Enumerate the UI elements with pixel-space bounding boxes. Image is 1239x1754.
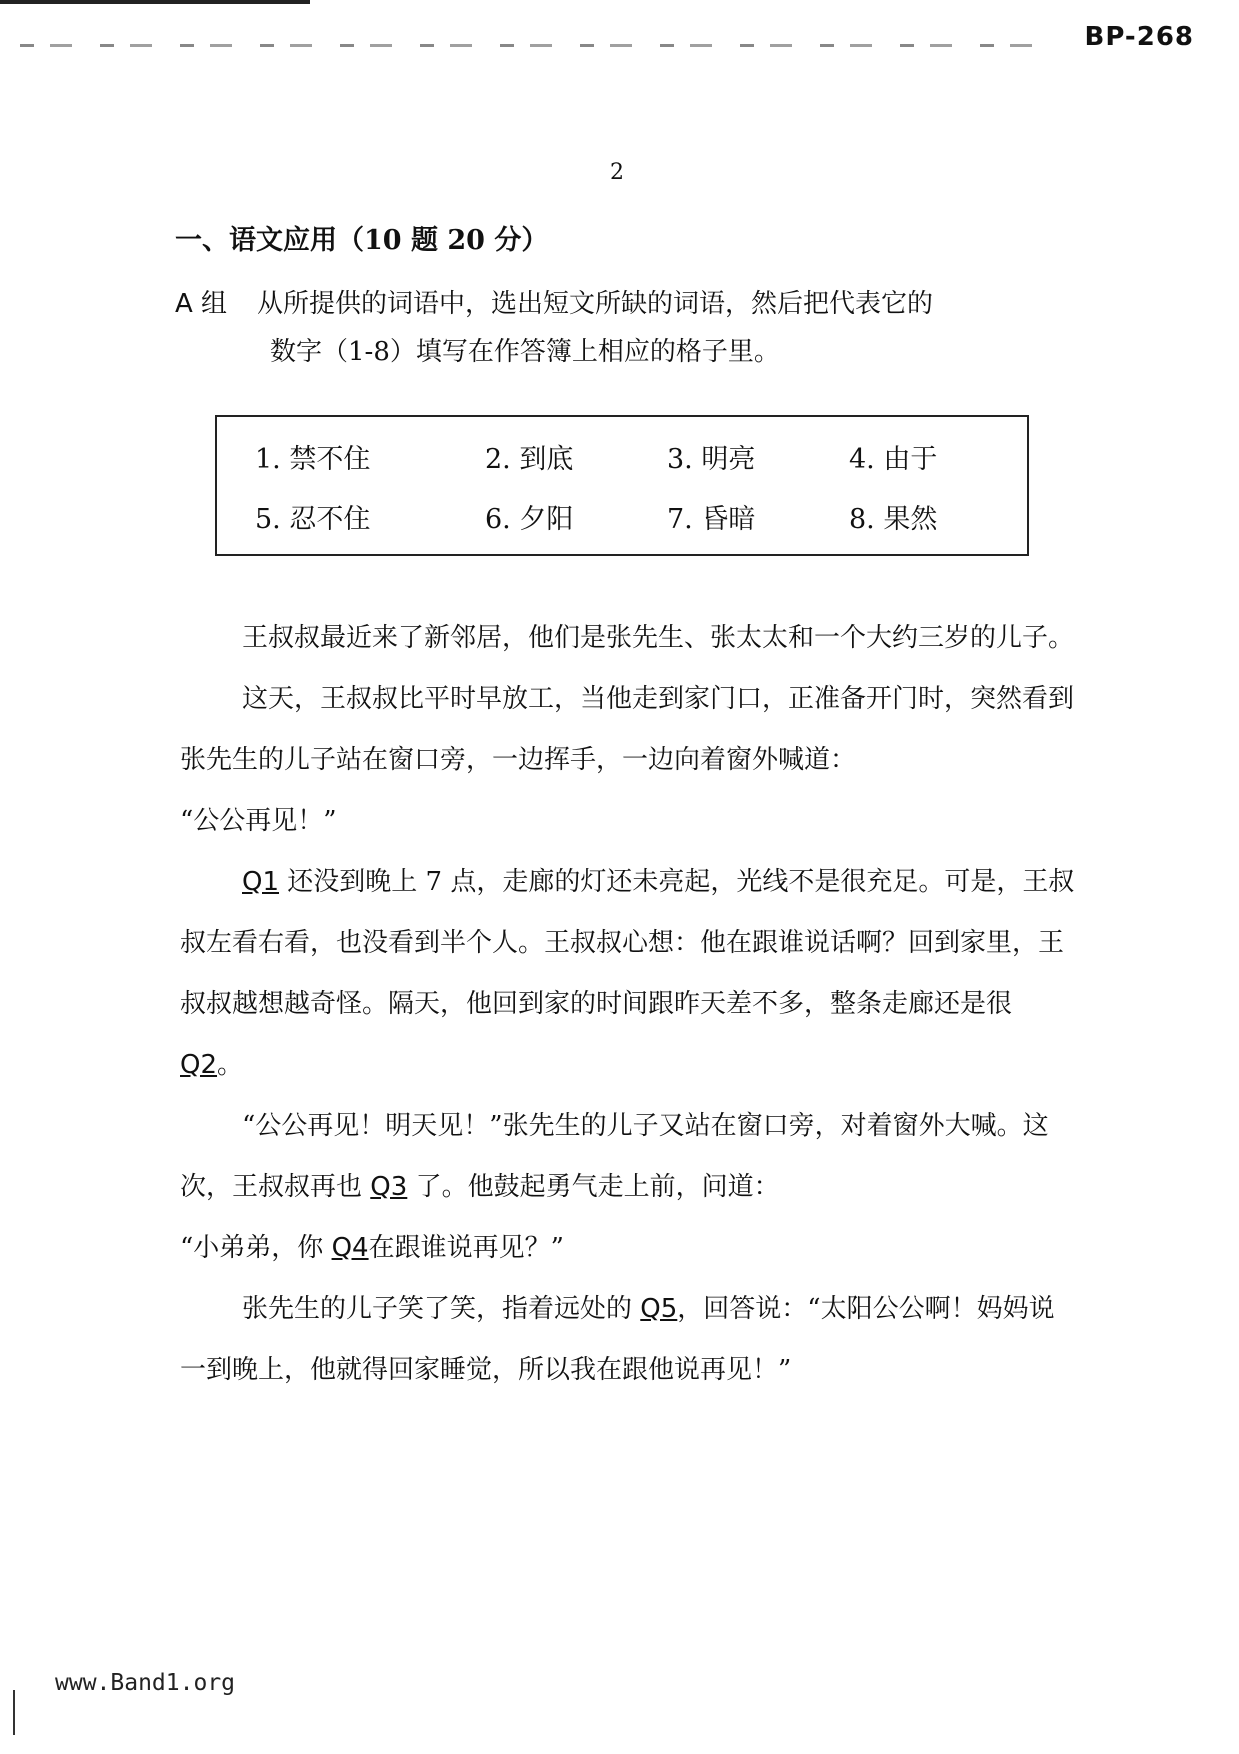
document-code: BP-268 bbox=[1084, 22, 1194, 52]
word-option: 1. 禁不住 bbox=[255, 444, 371, 475]
word-option: 3. 明亮 bbox=[667, 444, 756, 475]
group-label: A 组 bbox=[175, 289, 228, 319]
word-option: 2. 到底 bbox=[485, 444, 574, 475]
footer-website: www.Band1.org bbox=[55, 1670, 236, 1696]
blank-q3: Q3 bbox=[370, 1172, 408, 1202]
instruction-text-1: 从所提供的词语中，选出短文所缺的词语，然后把代表它的 bbox=[257, 289, 934, 319]
word-bank-box bbox=[215, 415, 1029, 556]
story-quote: “公公再见！” bbox=[180, 806, 337, 836]
story-paragraph: Q1 还没到晚上 7 点，走廊的灯还未亮起，光线不是很充足。可是，王叔叔左看右看，也没看到半个人。王叔叔心想：他在跟谁说话啊？回到家里，王叔叔越想越奇怪。隔天，他回到家的时间跟昨天差不多，整条走廊还是很 Q2。 bbox=[180, 867, 1075, 1080]
blank-q4: Q4 bbox=[331, 1233, 369, 1263]
story-paragraph: 王叔叔最近来了新邻居，他们是张先生、张太太和一个大约三岁的儿子。 bbox=[242, 623, 1075, 653]
top-scan-bar bbox=[0, 0, 310, 4]
instruction-line-1 bbox=[175, 280, 1075, 328]
header-dashed-line bbox=[20, 44, 1060, 47]
page-number: 2 bbox=[610, 160, 624, 185]
word-option: 4. 由于 bbox=[849, 444, 938, 475]
blank-q5: Q5 bbox=[640, 1294, 678, 1324]
story-paragraph: “公公再见！明天见！”张先生的儿子又站在窗口旁，对着窗外大喊。这次，王叔叔再也 Q3 了。他鼓起勇气走上前，问道： bbox=[180, 1111, 1049, 1202]
scan-edge-mark bbox=[13, 1690, 15, 1735]
blank-q2: Q2 bbox=[180, 1050, 218, 1080]
story-paragraph: 张先生的儿子笑了笑，指着远处的 Q5，回答说：“太阳公公啊！妈妈说一到晚上，他就得回家睡觉，所以我在跟他说再见！” bbox=[180, 1294, 1055, 1385]
instruction-line-2: 数字（1-8）填写在作答簿上相应的格子里。 bbox=[270, 337, 780, 367]
section-title: 一、语文应用（10 题 20 分） bbox=[175, 225, 549, 256]
story-paragraph: 这天，王叔叔比平时早放工，当他走到家门口，正准备开门时，突然看到张先生的儿子站在窗口旁，一边挥手，一边向着窗外喊道： bbox=[180, 684, 1075, 775]
story-question-line: “小弟弟，你 Q4在跟谁说再见？” bbox=[180, 1233, 564, 1263]
word-option: 7. 昏暗 bbox=[667, 504, 756, 535]
story-passage bbox=[180, 608, 1080, 1401]
instruction-block bbox=[175, 280, 1075, 376]
word-option: 8. 果然 bbox=[849, 504, 938, 535]
word-option: 5. 忍不住 bbox=[255, 504, 371, 535]
blank-q1: Q1 bbox=[242, 867, 280, 897]
word-option: 6. 夕阳 bbox=[485, 504, 574, 535]
